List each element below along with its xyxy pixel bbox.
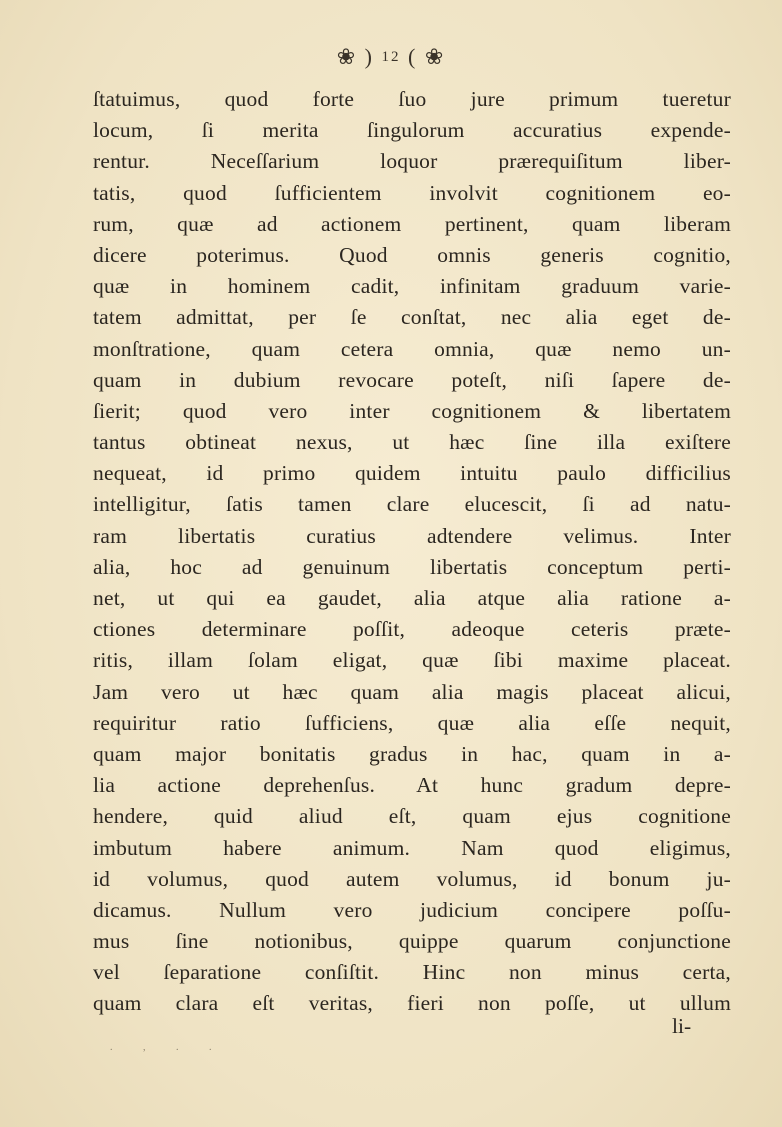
text-line: net, ut qui ea gaudet, alia atque alia ratione a- [93,586,731,610]
text-line: Jam vero ut hæc quam alia magis placeat alicui, [93,679,731,704]
text-line: alia, hoc ad genuinum libertatis conceptum perti- [93,554,731,579]
text-line: ſtatuimus, quod forte ſuo jure primum tueretur [93,87,731,111]
text-line: quam in dubium revocare poteſt, niſi ſapere de- [93,367,731,392]
text-line: imbutum habere animum. Nam quod eligimus, [93,835,731,860]
text-line: ram libertatis curatius adtendere velimus. Inter [93,523,731,548]
text-line: quam clara eſt veritas, fieri non poſſe, ut ullum [93,991,731,1016]
text-line: id volumus, quod autem volumus, id bonum ju- [93,866,731,891]
text-line: rentur. Neceſſarium loquor prærequiſitum liber- [93,149,731,174]
text-line: tantus obtineat nexus, ut hæc ſine illa exiſtere [93,430,731,455]
bottom-marks: . , . . [110,1042,226,1053]
text-line: tatem admittat, per ſe conſtat, nec alia eget de- [93,305,731,330]
text-line: dicamus. Nullum vero judicium concipere poſſu- [93,897,731,922]
text-line: intelligitur, ſatis tamen clare elucescit, ſi ad natu- [93,492,731,517]
text-line: requiritur ratio ſufficiens, quæ alia eſſe nequit, [93,710,731,735]
text-line: monſtratione, quam cetera omnia, quæ nemo un- [93,336,731,361]
text-line: lia actione deprehenſus. At hunc gradum depre- [93,773,731,798]
catchword: li- [672,1014,692,1038]
page-header [0,44,782,70]
text-line: rum, quæ ad actionem pertinent, quam liberam [93,211,731,236]
text-line: vel ſeparatione conſiſtit. Hinc non minus certa, [93,960,731,985]
header-ornament-right: ( ❀ [408,44,446,69]
text-line: ctiones determinare poſſit, adeoque ceteris præte- [93,617,731,642]
text-line: ſierit; quod vero inter cognitionem & libertatem [93,398,731,423]
page-number: 12 [381,49,401,65]
text-line: quam major bonitatis gradus in hac, quam in a- [93,741,731,766]
text-line: tatis, quod ſufficientem involvit cognitionem eo- [93,180,731,205]
text-line: nequeat, id primo quidem intuitu paulo difficilius [93,461,731,486]
text-line: quæ in hominem cadit, infinitam graduum varie- [93,274,731,299]
text-line: hendere, quid aliud eſt, quam ejus cognitione [93,804,731,829]
body-text [93,84,731,1020]
text-line: mus ſine notionibus, quippe quarum conjunctione [93,929,731,954]
text-line: locum, ſi merita ſingulorum accuratius expende- [93,118,731,143]
text-line: dicere poterimus. Quod omnis generis cognitio, [93,242,731,267]
text-line: ritis, illam ſolam eligat, quæ ſibi maxime placeat. [93,648,731,673]
header-ornament-left: ❀ ) [336,44,374,69]
